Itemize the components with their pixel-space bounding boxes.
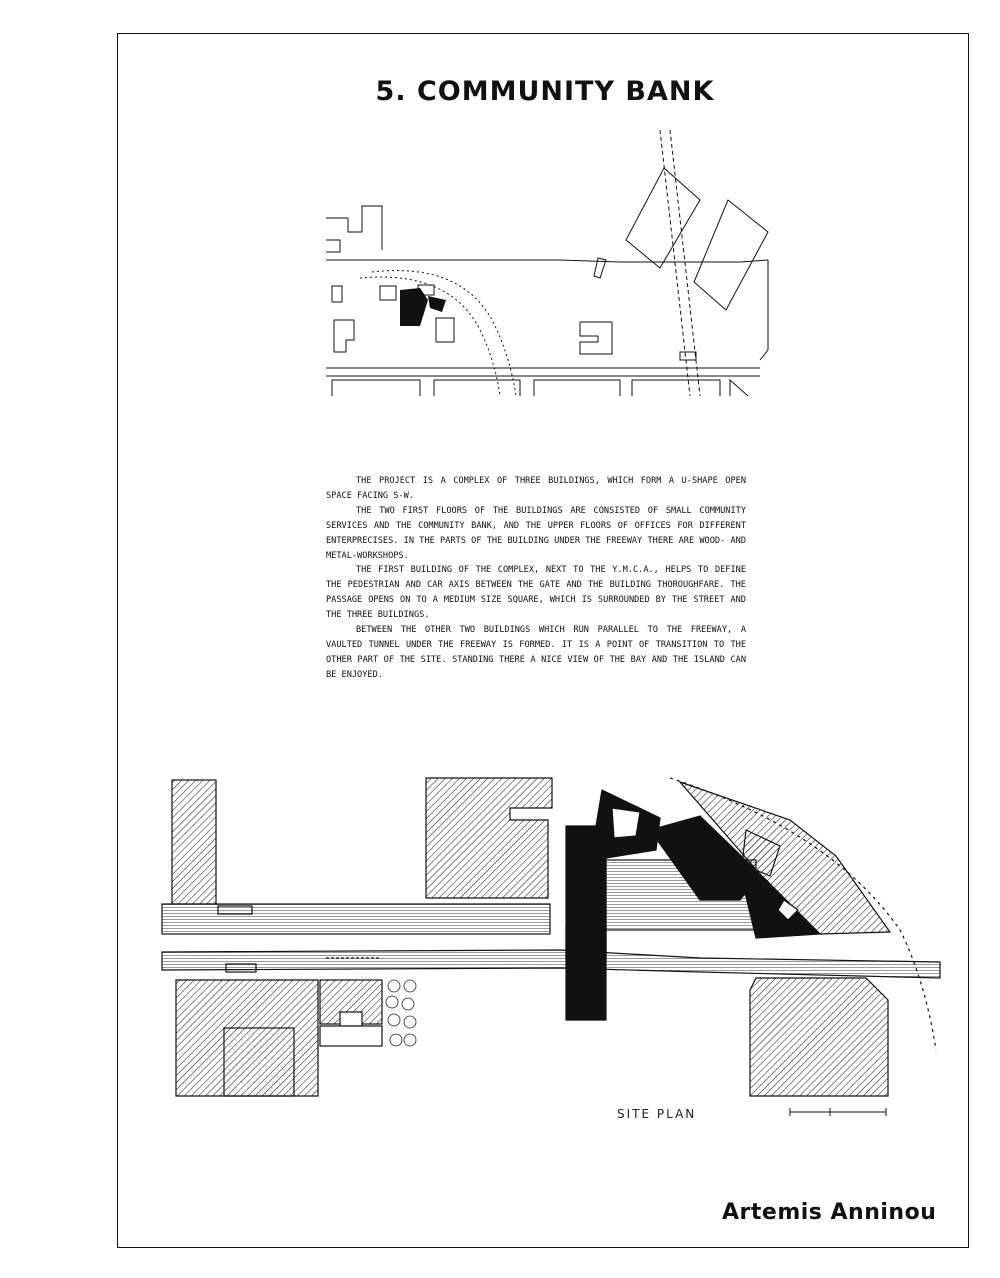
site-plan-drawing <box>162 778 940 1096</box>
author-name: Artemis Anninou <box>722 1200 937 1225</box>
context-plan <box>326 130 768 396</box>
description-paragraph: THE TWO FIRST FLOORS OF THE BUILDINGS ARE CONSISTED OF SMALL COMMUNITY SERVICES AND THE COMMUNITY BANK, AND THE UPPER FLOORS OF OFFICES FOR DIFFERENT ENTERPRECISES. IN THE PARTS OF THE BUILDING UNDER THE FREEWAY THERE ARE WOOD- AND METAL-WORKSHOPS. <box>326 505 746 561</box>
project-description <box>326 474 746 683</box>
description-paragraph: BETWEEN THE OTHER TWO BUILDINGS WHICH RUN PARALLEL TO THE FREEWAY, A VAULTED TUNNEL UNDER THE FREEWAY IS FORMED. IT IS A POINT OF TRANSITION TO THE OTHER PART OF THE SITE. STANDING THERE A NICE VIEW OF THE BAY AND THE ISLAND CAN BE ENJOYED. <box>326 625 746 680</box>
page-title: 5. COMMUNITY BANK <box>375 76 715 107</box>
description-paragraph: THE FIRST BUILDING OF THE COMPLEX, NEXT TO THE Y.M.C.A., HELPS TO DEFINE THE PEDESTRIAN AND CAR AXIS BETWEEN THE GATE AND THE BUILDING THOROUGHFARE. THE PASSAGE OPENS ON TO A MEDIUM SIZE SQUARE, WHICH IS SURROUNDED BY THE STREET AND THE THREE BUILDINGS. <box>326 565 746 621</box>
scale-bar <box>790 1108 886 1116</box>
description-paragraph: THE PROJECT IS A COMPLEX OF THREE BUILDINGS, WHICH FORM A U-SHAPE OPEN SPACE FACING S-W. <box>326 476 746 501</box>
site-plan-label: SITE PLAN <box>617 1107 697 1121</box>
